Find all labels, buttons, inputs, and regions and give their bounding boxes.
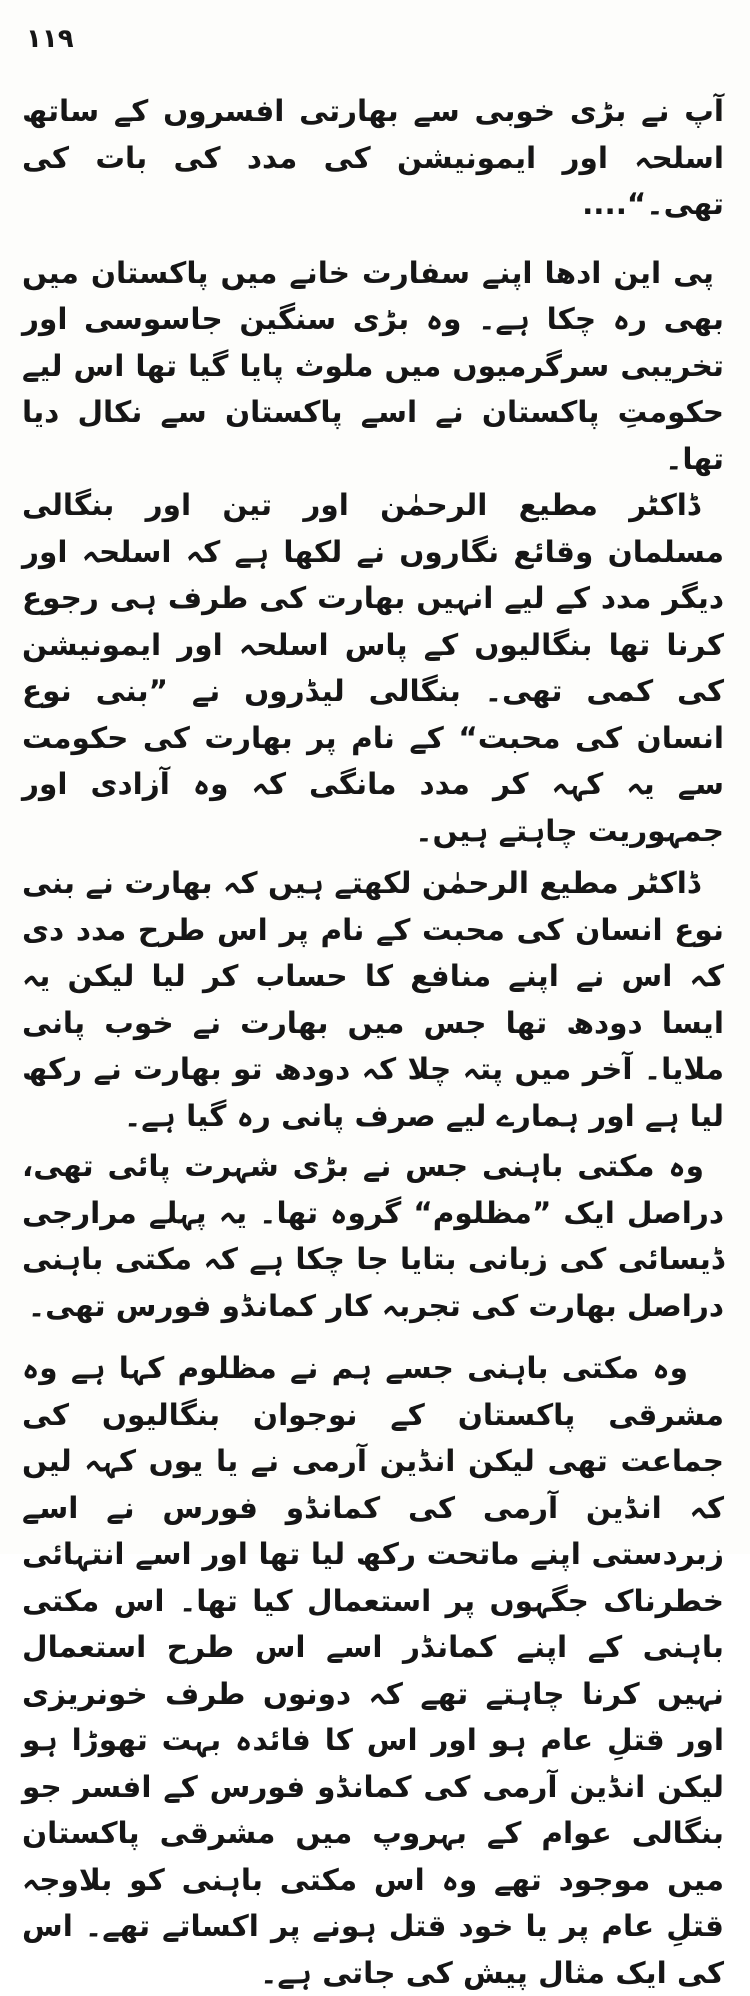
paragraph: پی این ادھا اپنے سفارت خانے میں پاکستان میں بھی رہ چکا ہے۔ وہ بڑی سنگین جاسوسی اور تخریبی سرگرمیوں میں ملوث پایا گیا تھا اس لیے حکومتِ پاکستان نے اسے پاکستان سے نکال دیا تھا۔ xyxy=(22,255,724,476)
paragraph: وہ مکتی باہنی جس نے بڑی شہرت پائی تھی، دراصل ایک ”مظلوم“ گروہ تھا۔ یہ پہلے مرارجی ڈیسائی کی زبانی بتایا جا چکا ہے کہ مکتی باہنی دراصل بھارت کی تجربہ کار کمانڈو فورس تھی۔ xyxy=(22,1149,724,1323)
page-number: ۱۱۹ xyxy=(26,24,74,54)
paragraph: ڈاکٹر مطیع الرحمٰن اور تین اور بنگالی مسلمان وقائع نگاروں نے لکھا ہے کہ اسلحہ اور دیگر مدد کے لیے انہیں بھارت کی طرف ہی رجوع کرنا تھا بنگالیوں کے پاس اسلحہ اور ایمونیشن کی کمی تھی۔ بنگالی لیڈروں نے ”بنی نوع انسان کی محبت“ کے نام پر بھارت کی حکومت سے یہ کہہ کر مدد مانگی کہ وہ آزادی اور جمہوریت چاہتے ہیں۔ xyxy=(22,488,724,848)
page-body xyxy=(22,88,724,1996)
paragraph: ڈاکٹر مطیع الرحمٰن لکھتے ہیں کہ بھارت نے بنی نوع انسان کی محبت کے نام پر اس طرح مدد دی کہ اس نے اپنے منافع کا حساب کر لیا لیکن یہ ایسا دودھ تھا جس میں بھارت نے خوب پانی ملایا۔ آخر میں پتہ چلا کہ دودھ تو بھارت نے رکھ لیا ہے اور ہمارے لیے صرف پانی رہ گیا ہے۔ xyxy=(22,866,724,1133)
paragraph: وہ مکتی باہنی جسے ہم نے مظلوم کہا ہے وہ مشرقی پاکستان کے نوجوان بنگالیوں کی جماعت تھی لیکن انڈین آرمی نے یا یوں کہہ لیں کہ انڈین آرمی کی کمانڈو فورس نے اسے زبردستی اپنے ماتحت رکھ لیا تھا اور اسے انتہائی خطرناک جگہوں پر استعمال کیا تھا۔ اس مکتی باہنی کے اپنے کمانڈر اسے اس طرح استعمال نہیں کرنا چاہتے تھے کہ دونوں طرف خونریزی اور قتلِ عام ہو اور اس کا فائدہ بہت تھوڑا ہو لیکن انڈین آرمی کی کمانڈو فورس کے افسر جو بنگالی عوام کے بہروپ میں مشرقی پاکستان میں موجود تھے وہ اس مکتی باہنی کو بلاوجہ قتلِ عام پر یا خود قتل ہونے پر اکساتے تھے۔ اس کی ایک مثال پیش کی جاتی ہے۔ xyxy=(22,1351,724,1990)
paragraph: آپ نے بڑی خوبی سے بھارتی افسروں کے ساتھ اسلحہ اور ایمونیشن کی مدد کی بات کی تھی۔“.... xyxy=(22,94,724,221)
